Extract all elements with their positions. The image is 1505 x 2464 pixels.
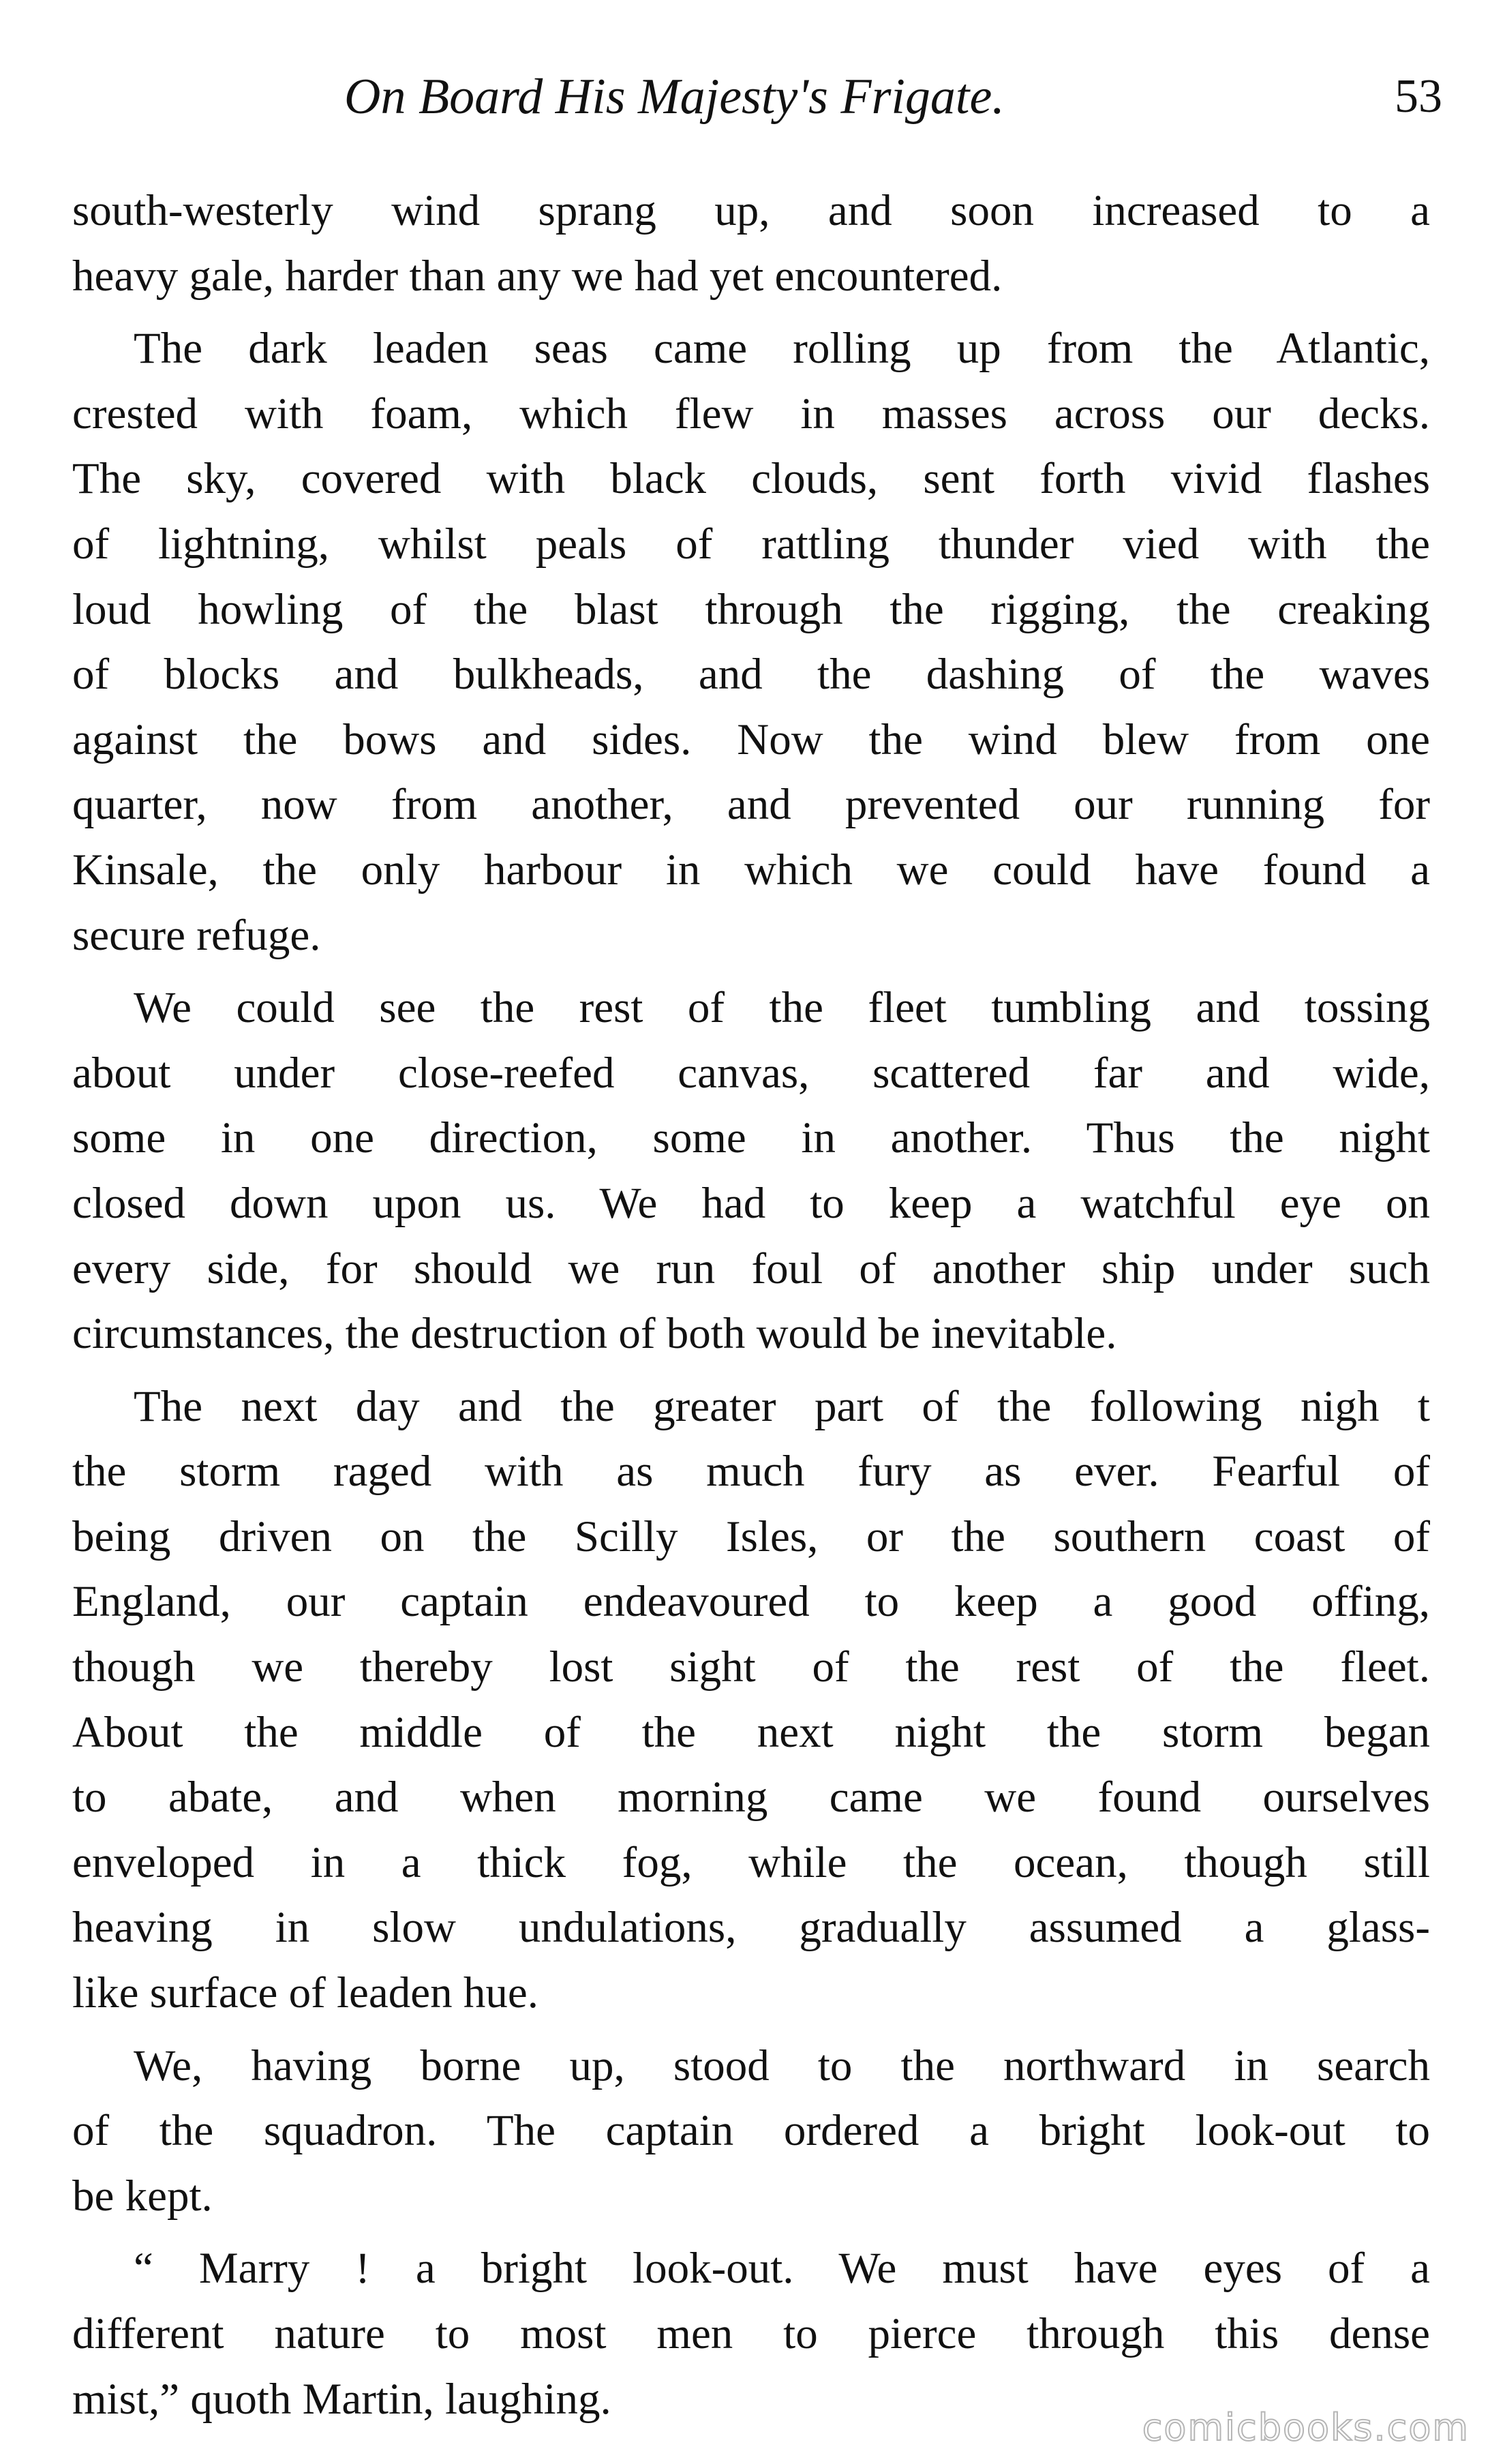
text-line: secure refuge.	[72, 910, 321, 960]
text-line: different nature to most men to pierce through this dense	[72, 2309, 1430, 2358]
text-line: some in one direction, some in another. Thus the night	[72, 1113, 1430, 1163]
text-line: though we thereby lost sight of the rest of the fleet.	[72, 1642, 1430, 1692]
text-line: against the bows and sides. Now the wind blew from one	[72, 715, 1430, 764]
text-line: about under close-reefed canvas, scattered far and wide,	[72, 1048, 1430, 1098]
text-line: of lightning, whilst peals of rattling thunder vied with the	[72, 519, 1430, 569]
text-line: the storm raged with as much fury as ever. Fearful of	[72, 1447, 1430, 1497]
text-line: closed down upon us. We had to keep a watchful eye on	[72, 1178, 1430, 1228]
text-line: of the squadron. The captain ordered a bright look-out to	[72, 2106, 1430, 2156]
text-line: like surface of leaden hue.	[72, 1968, 538, 2018]
text-line: every side, for should we run foul of another ship under such	[72, 1244, 1430, 1293]
text-line: be kept.	[72, 2171, 213, 2221]
text-line: crested with foam, which flew in masses across our decks.	[72, 389, 1430, 438]
text-line: circumstances, the destruction of both would be inevitable.	[72, 1309, 1117, 1359]
text-line: Kinsale, the only harbour in which we could have found a	[72, 845, 1430, 895]
text-line: heavy gale, harder than any we had yet encountered.	[72, 251, 1003, 301]
text-line: of blocks and bulkheads, and the dashing of the waves	[72, 650, 1430, 700]
text-line: south-westerly wind sprang up, and soon increased to a	[72, 186, 1430, 235]
text-line: mist,” quoth Martin, laughing.	[72, 2374, 611, 2424]
paragraph-4	[72, 1374, 1430, 2026]
paragraph-2	[72, 316, 1430, 968]
text-line: quarter, now from another, and prevented our running for	[72, 780, 1430, 830]
paragraph-6	[72, 2236, 1430, 2432]
text-line: We, having borne up, stood to the northward in search	[134, 2041, 1430, 2090]
paragraph-3	[72, 976, 1430, 1367]
text-line: The next day and the greater part of the following nigh t	[134, 1381, 1430, 1431]
text-line: heaving in slow undulations, gradually assumed a glass-	[72, 1903, 1430, 1953]
text-line: enveloped in a thick fog, while the ocean, though still	[72, 1837, 1430, 1887]
text-line: “ Marry ! a bright look-out. We must have eyes of a	[134, 2244, 1430, 2294]
paragraph-5	[72, 2034, 1430, 2229]
text-line: England, our captain endeavoured to keep a good offing,	[72, 1577, 1430, 1627]
text-line: The sky, covered with black clouds, sent forth vivid flashes	[72, 454, 1430, 504]
text-line: The dark leaden seas came rolling up from the Atlantic,	[134, 324, 1430, 374]
body-text	[72, 179, 1430, 2432]
text-line: being driven on the Scilly Isles, or the southern coast of	[72, 1512, 1430, 1561]
watermark: comicbooks.com	[1142, 2406, 1470, 2449]
text-line: loud howling of the blast through the rigging, the creaking	[72, 584, 1430, 634]
text-line: to abate, and when morning came we found ourselves	[72, 1773, 1430, 1822]
text-line: About the middle of the next night the storm began	[72, 1707, 1430, 1757]
running-title: On Board His Majesty's Frigate.	[344, 69, 1005, 125]
running-head	[0, 63, 1505, 131]
page-number: 53	[1395, 70, 1442, 123]
text-line: We could see the rest of the fleet tumbling and tossing	[134, 983, 1430, 1033]
paragraph-1	[72, 179, 1430, 309]
